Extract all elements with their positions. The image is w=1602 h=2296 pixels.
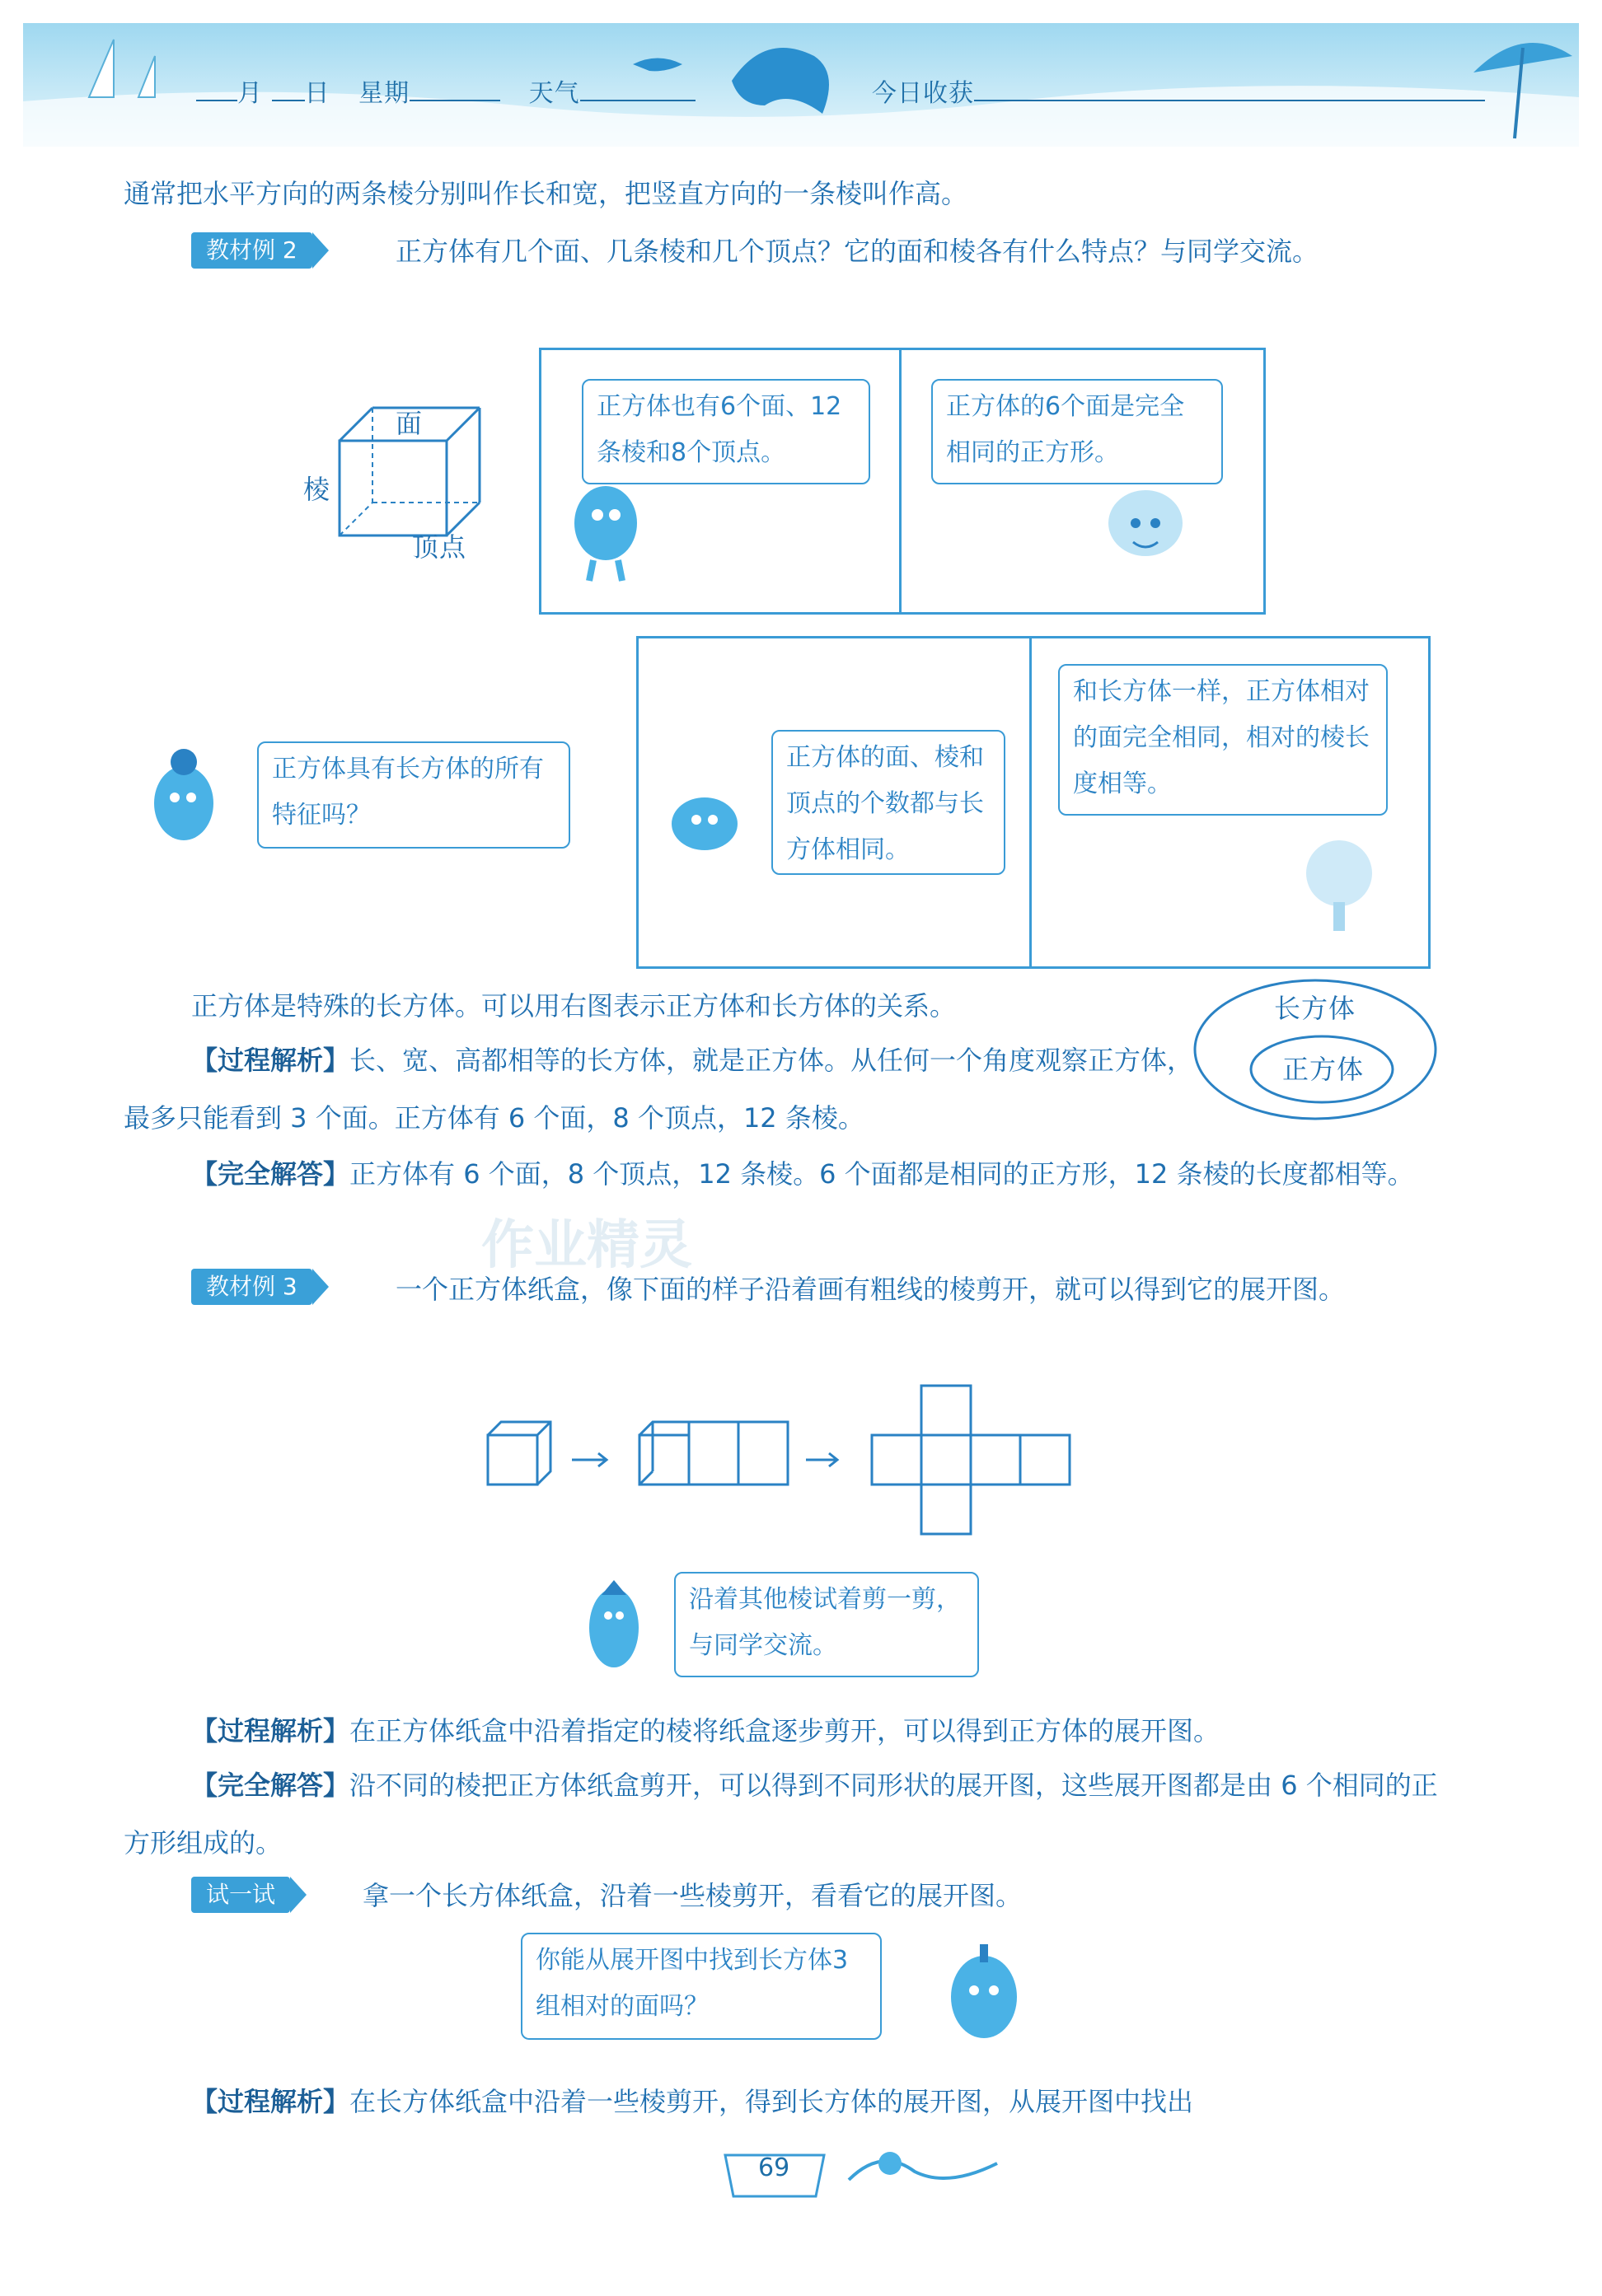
process-text: 长、宽、高都相等的长方体，就是正方体。从任何一个角度观察正方体，最多只能看到 3 个面。正方体有 6 个面，8 个顶点，12 条棱。: [124, 1045, 1194, 1134]
edge-label: 棱: [303, 474, 331, 505]
example3-answer: [124, 1756, 1442, 1872]
character-fish-icon: [659, 783, 750, 865]
character-bird-icon: [569, 1570, 659, 1694]
example3-question: 一个正方体纸盒，像下面的样子沿着画有粗线的棱剪开，就可以得到它的展开图。: [396, 1274, 1346, 1305]
watermark: 作业精灵: [481, 1215, 692, 1276]
day-label: 日: [304, 79, 330, 108]
weather-label: 天气: [528, 79, 580, 108]
harvest-field: [872, 74, 1485, 114]
bubble-opposite-faces: 和长方体一样，正方体相对的面完全相同，相对的棱长度相等。: [1058, 664, 1388, 816]
try-text: 拿一个长方体纸盒，沿着一些棱剪开，看看它的展开图。: [363, 1880, 1023, 1911]
box-divider: [899, 350, 902, 612]
answer-text: 正方体有 6 个面，8 个顶点，12 条棱。6 个面都是相同的正方形，12 条棱的长度都相等。: [349, 1158, 1414, 1190]
bubble-square-faces: 正方体的6个面是完全相同的正方形。: [931, 379, 1223, 484]
example2-summary: 正方体是特殊的长方体。可以用右图表示正方体和长方体的关系。: [191, 990, 957, 1022]
character-cloud-icon: [1096, 478, 1195, 577]
character-apple-icon: [934, 1933, 1033, 2056]
venn-inner-label: 正方体: [1282, 1054, 1365, 1085]
process-text: 在长方体纸盒中沿着一些棱剪开，得到长方体的展开图，从展开图中找出: [349, 2086, 1194, 2117]
answer-tag: 【完全解答】: [191, 1770, 350, 1801]
example2-question: 正方体有几个面、几条棱和几个顶点？它的面和棱各有什么特点？与同学交流。: [396, 236, 1319, 267]
month-label: 月: [237, 79, 263, 108]
box-divider: [1029, 638, 1032, 966]
try-process: [124, 2073, 1442, 2130]
character-eggplant-icon: [138, 741, 229, 857]
header-fields: [196, 74, 696, 114]
bubble-faces-edges: 正方体也有6个面、12条棱和8个顶点。: [582, 379, 870, 484]
process-tag: 【过程解析】: [191, 1715, 350, 1747]
net-diagram: [483, 1381, 1084, 1554]
venn-diagram: [1192, 977, 1439, 1122]
bubble-try-other-edges: 沿着其他棱试着剪一剪，与同学交流。: [674, 1572, 979, 1677]
bubble-cube-features-question: 正方体具有长方体的所有特征吗？: [257, 741, 570, 849]
bubble-find-opposite-faces: 你能从展开图中找到长方体3组相对的面吗？: [521, 1933, 882, 2040]
try-tag: 试一试: [191, 1877, 290, 1913]
header-banner: [23, 23, 1579, 147]
cube-diagram: [297, 387, 511, 568]
example3-tag: 教材例 3: [191, 1269, 312, 1305]
page-number: 69: [758, 2153, 790, 2182]
harvest-label: 今日收获: [872, 79, 974, 108]
example3-process: [124, 1702, 1442, 1760]
example2-answer: [124, 1145, 1442, 1203]
vertex-label: 顶点: [412, 531, 467, 563]
net-drawing: [483, 1381, 1084, 1554]
character-blob-icon: [560, 478, 651, 585]
page-footer: [717, 2139, 1014, 2205]
process-tag: 【过程解析】: [191, 2086, 350, 2117]
character-tree-icon: [1294, 832, 1384, 939]
process-tag: 【过程解析】: [191, 1045, 350, 1076]
venn-outer-label: 长方体: [1274, 993, 1356, 1024]
example2-process: [124, 1031, 1195, 1147]
week-label: 星期: [358, 79, 410, 108]
bubble-counts-same: 正方体的面、棱和顶点的个数都与长方体相同。: [771, 730, 1005, 875]
answer-tag: 【完全解答】: [191, 1158, 350, 1190]
intro-text: 通常把水平方向的两条棱分别叫作长和宽，把竖直方向的一条棱叫作高。: [124, 178, 968, 209]
process-text: 在正方体纸盒中沿着指定的棱将纸盒逐步剪开，可以得到正方体的展开图。: [349, 1715, 1220, 1747]
answer-text: 沿不同的棱把正方体纸盒剪开，可以得到不同形状的展开图，这些展开图都是由 6 个相同的正方形组成的。: [124, 1770, 1438, 1859]
example2-tag: 教材例 2: [191, 232, 312, 269]
face-label: 面: [396, 408, 424, 439]
